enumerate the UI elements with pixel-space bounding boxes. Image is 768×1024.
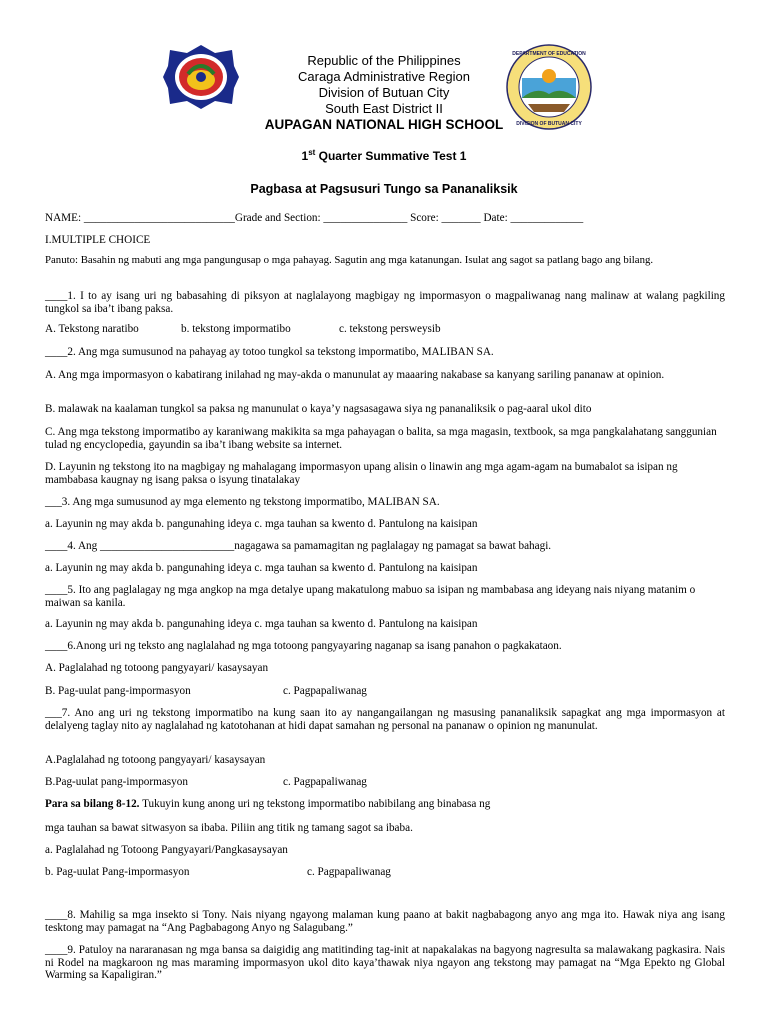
section-heading: I.MULTIPLE CHOICE — [45, 234, 151, 246]
para-instruction-1 — [45, 798, 725, 811]
question-7-option-a[interactable]: A.Paglalahad ng totoong pangyayari/ kasaysayan — [45, 754, 266, 766]
question-9: ____9. Patuloy na nararanasan ng mga bansa sa daigidig ang matitinding tag-init at napakalakas na bagyong nagresulta sa malawakang pagkasira. Nais ni Rodel na magkaroon ng mas maraming impormasyon ukol dito kaya’thawak niya ngayon ang tekstong may pamagat na “Mga Epekto ng Global Warming sa Kapaligiran.” — [45, 944, 725, 981]
question-7-options-bc — [45, 776, 725, 789]
question-6: ____6.Anong uri ng teksto ang naglalahad ng mga totoong pangyayaring naganap sa isang panahon o pagkakataon. — [45, 640, 562, 652]
para-option-b: b. Pag-uulat Pang-impormasyon — [45, 866, 190, 878]
question-1-option-b[interactable]: b. tekstong impormatibo — [181, 323, 291, 335]
subject-title: Pagbasa at Pagsusuri Tungo sa Pananaliksik — [250, 182, 518, 196]
para-text-1: Tukuyin kung anong uri ng tekstong impormatibo nabibilang ang binabasa ng — [139, 798, 491, 810]
header-region: Caraga Administrative Region — [298, 69, 470, 84]
question-6-option-b[interactable]: B. Pag-uulat pang-impormasyon — [45, 685, 191, 697]
para-instruction-2: mga tauhan sa bawat sitwasyon sa ibaba. Piliin ang titik ng tamang sagot sa ibaba. — [45, 822, 413, 834]
question-2-option-a[interactable]: A. Ang mga impormasyon o kabatirang inilahad ng may-akda o manunulat ay maaaring nakabase sa kanyang sariling pananaw at opinion. — [45, 369, 665, 381]
header-district: South East District II — [325, 101, 443, 116]
student-info-line[interactable]: NAME: ___________________________Grade and Section: _______________ Score: _______ Date: _____________ — [45, 212, 584, 224]
question-2-option-d[interactable]: D. Layunin ng tekstong ito na magbigay ng mahalagang impormasyon upang alisin o linawin ang mga agam-agam na bumabalot sa isipan ng mambabasa kaugnay ng isang paksa o isyung tinatalakay — [45, 461, 678, 486]
question-2-option-b[interactable]: B. malawak na kaalaman tungkol sa paksa ng manunulat o kaya’y nagsasagawa siya ng pananaliksik o pag-aaral ukol dito — [45, 403, 592, 415]
para-option-a: a. Paglalahad ng Totoong Pangyayari/Pangkasaysayan — [45, 844, 288, 856]
test-title — [0, 148, 768, 164]
question-1: ____1. I to ay isang uri ng babasahing di piksyon at naglalayong magbigay ng impormasyon o magpaliwanag nang malinaw at walang pagkiling tungkol sa iba’t ibang paksa. — [45, 290, 725, 315]
directions: Panuto: Basahin ng mabuti ang mga pangungusap o mga pahayag. Sagutin ang mga katanungan. Isulat ang sagot sa patlang bago ang bilang. — [45, 254, 654, 266]
question-1-option-a[interactable]: A. Tekstong naratibo — [45, 323, 139, 335]
question-3-options[interactable]: a. Layunin ng may akda b. pangunahing ideya c. mga tauhan sa kwento d. Pantulong na kaisipan — [45, 518, 478, 530]
question-1-option-c[interactable]: c. tekstong persweysib — [339, 323, 441, 335]
header-republic: Republic of the Philippines — [307, 53, 461, 68]
question-3: ___3. Ang mga sumusunod ay mga elemento ng tekstong impormatibo, MALIBAN SA. — [45, 496, 440, 508]
para-options-bc — [45, 866, 725, 879]
question-2: ____2. Ang mga sumusunod na pahayag ay totoo tungkol sa tekstong impormatibo, MALIBAN SA. — [45, 346, 494, 358]
school-name: AUPAGAN NATIONAL HIGH SCHOOL — [264, 117, 504, 132]
test-title-suffix: st — [308, 148, 316, 157]
question-7: ___7. Ano ang uri ng tekstong impormatibo na kung saan ito ay nangangailangan ng masusing pananaliksik sapagkat ang mga impormasyon at delalyeng taglay nito ay naglalahad ng katotohanan at hidi dapat samahan ng personal na pananaw o opinion ng manunulat. — [45, 707, 725, 732]
question-6-option-c[interactable]: c. Pagpapaliwanag — [283, 685, 367, 697]
seal-top-text: DEPARTMENT OF EDUCATION — [512, 51, 586, 57]
para-option-c: c. Pagpapaliwanag — [307, 866, 391, 878]
question-7-option-b[interactable]: B.Pag-uulat pang-impormasyon — [45, 776, 188, 788]
test-title-text: Quarter Summative Test 1 — [315, 149, 467, 163]
question-5: ____5. Ito ang paglalagay ng mga angkop na mga detalye upang makatulong mabuo sa isipan ng mambabasa ang ideyang nais niyang matanim o maiwan sa kanila. — [45, 584, 696, 609]
question-5-options[interactable]: a. Layunin ng may akda b. pangunahing ideya c. mga tauhan sa kwento d. Pantulong na kaisipan — [45, 618, 478, 630]
question-2-option-c[interactable]: C. Ang mga tekstong impormatibo ay karaniwang makikita sa mga pahayagan o balita, sa mga magasin, textbook, sa mga pangkalahatang sanggunian tulad ng encyclopedia, gayundin sa iba’t ibang website sa internet. — [45, 426, 717, 451]
question-6-option-a[interactable]: A. Paglalahad ng totoong pangyayari/ kasaysayan — [45, 662, 269, 674]
question-6-options-bc — [45, 685, 725, 698]
header-division: Division of Butuan City — [318, 85, 450, 100]
question-8: ____8. Mahilig sa mga insekto si Tony. Nais niyang ngayong malaman kung paano at bakit nagbabagong anyo ang mga ito. Hawak niya ang isang tesktong may pamagat na “Ang Pagbabagong Anyo ng Salagubang.” — [45, 909, 725, 934]
para-label: Para sa bilang 8-12. — [45, 798, 140, 810]
question-1-options — [45, 323, 725, 336]
question-4-options[interactable]: a. Layunin ng may akda b. pangunahing ideya c. mga tauhan sa kwento d. Pantulong na kaisipan — [45, 562, 478, 574]
test-title-number: 1 — [301, 149, 309, 163]
question-7-option-c[interactable]: c. Pagpapaliwanag — [283, 776, 367, 788]
seal-bottom-text: DIVISION OF BUTUAN CITY — [516, 121, 582, 127]
question-4: ____4. Ang ________________________nagagawa sa pamamagitan ng paglalagay ng pamagat sa bawat bahagi. — [45, 540, 552, 552]
